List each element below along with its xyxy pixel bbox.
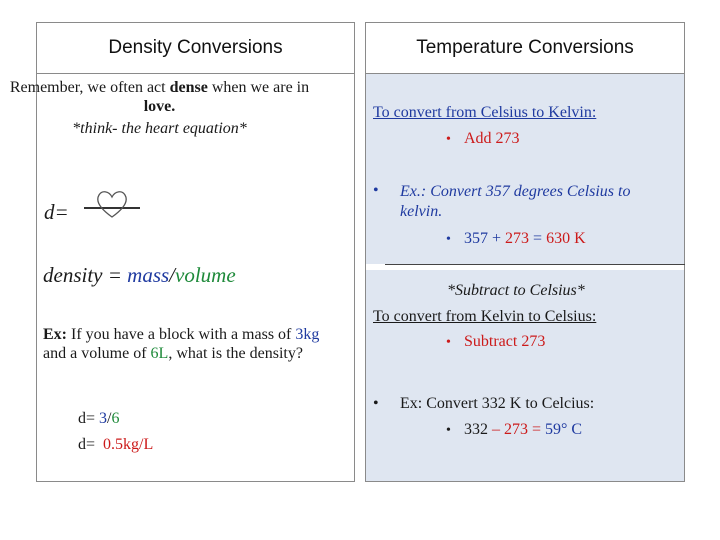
- subtract-note: *Subtract to Celsius*: [447, 282, 585, 299]
- example-2-text: Ex: Convert 332 K to Celcius:: [400, 395, 595, 412]
- calc2-result: 0.5kg/L: [103, 436, 154, 453]
- density-example: [43, 325, 343, 363]
- example-1-calc: [446, 230, 586, 248]
- density-eq-label: density =: [43, 263, 128, 287]
- ex1-calc-result: 630 K: [546, 230, 586, 247]
- example-ex-label: Ex:: [43, 326, 67, 343]
- heart-icon: [94, 188, 130, 220]
- example-2: [373, 395, 594, 413]
- celsius-to-kelvin-rule: [446, 130, 520, 148]
- bullet-icon: •: [373, 395, 379, 412]
- bullet-icon: •: [446, 423, 451, 438]
- example-text-3: , what is the density?: [168, 345, 303, 362]
- calc1-label: d=: [78, 410, 100, 427]
- calc2-label: d=: [78, 436, 104, 453]
- remember-part-3: when we are in: [207, 79, 310, 96]
- remember-dense: dense: [169, 79, 208, 96]
- density-panel-title: Density Conversions: [37, 23, 354, 74]
- kelvin-to-celsius-rule: [446, 333, 545, 351]
- temperature-panel: [365, 22, 685, 482]
- ex2-calc-result: 59° C: [545, 421, 583, 438]
- temperature-panel-body: [366, 74, 684, 481]
- bullet-icon: •: [446, 232, 451, 247]
- calc1-slash: /: [107, 410, 112, 427]
- remember-text: [8, 78, 311, 116]
- example-volume: 6L: [150, 345, 169, 362]
- ex1-calc-celsius: 357: [464, 230, 488, 247]
- remember-love: love.: [143, 98, 176, 115]
- bullet-icon: •: [373, 182, 379, 199]
- example-text-1: If you have a block with a mass of: [67, 326, 296, 343]
- density-eq-mass: mass: [127, 263, 170, 287]
- remember-part-1: Remember, we often act: [9, 79, 170, 96]
- density-eq-slash: /: [169, 263, 176, 287]
- subtract-273-text: Subtract 273: [464, 333, 546, 350]
- density-calc-2: [78, 436, 153, 454]
- temperature-panel-title: Temperature Conversions: [366, 23, 684, 74]
- ex1-calc-273: 273: [505, 230, 530, 247]
- ex1-calc-equals: =: [529, 230, 547, 247]
- density-calc-1: [78, 410, 119, 428]
- divider-line: [385, 264, 685, 265]
- example-1-text: Ex.: Convert 357 degrees Celsius to kelvin.: [400, 183, 631, 220]
- example-text-2: and a volume of: [43, 345, 151, 362]
- ex1-calc-plus: +: [488, 230, 506, 247]
- add-273-text: Add 273: [464, 130, 520, 147]
- bullet-icon: •: [446, 335, 451, 350]
- celsius-to-kelvin-heading: To convert from Celsius to Kelvin:: [373, 104, 597, 121]
- ex2-calc-subtract: – 273 =: [492, 421, 546, 438]
- d-equals-label: d=: [44, 200, 69, 224]
- density-equation: [43, 263, 236, 288]
- calc1-numerator: 3: [99, 410, 108, 427]
- density-eq-volume: volume: [175, 263, 236, 287]
- example-1-line: [373, 182, 673, 222]
- kelvin-to-celsius-heading: To convert from Kelvin to Celsius:: [373, 308, 597, 325]
- ex2-calc-kelvin: 332: [464, 421, 492, 438]
- example-2-calc: [446, 421, 582, 439]
- example-1: [373, 182, 673, 222]
- bullet-icon: •: [446, 132, 451, 147]
- example-mass: 3kg: [295, 326, 320, 343]
- think-heart-equation: *think- the heart equation*: [72, 120, 247, 137]
- calc1-denominator: 6: [111, 410, 120, 427]
